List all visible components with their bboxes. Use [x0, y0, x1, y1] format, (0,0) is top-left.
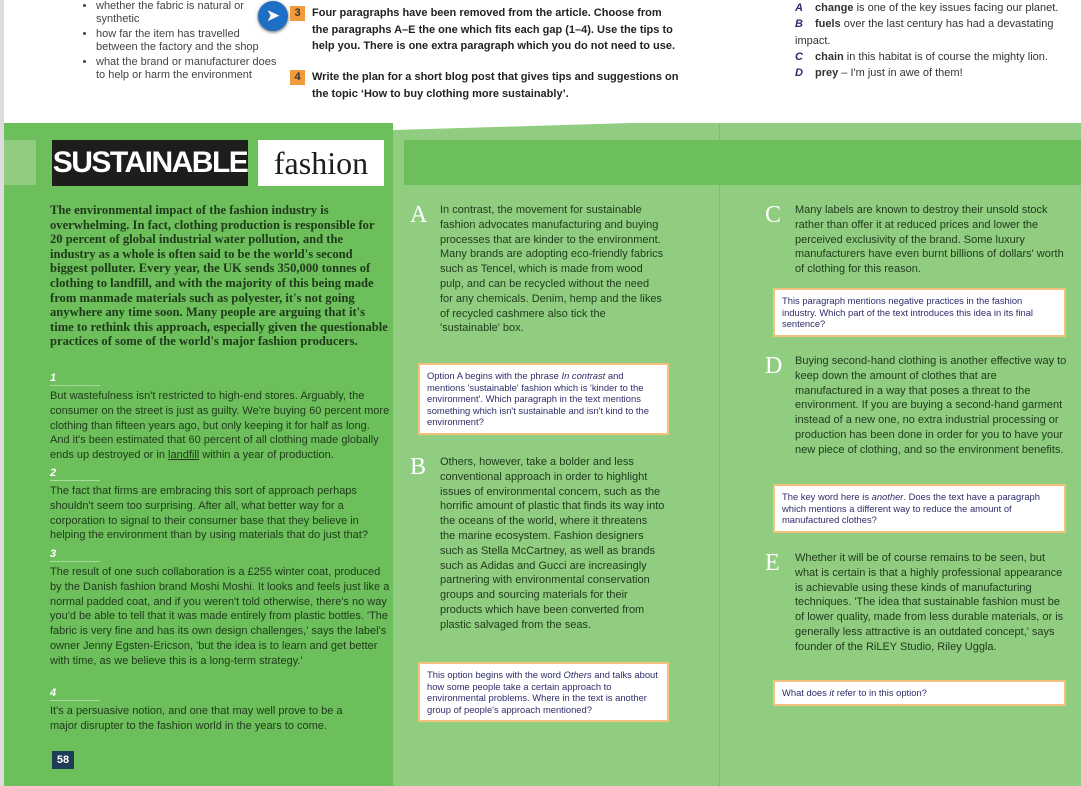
- tip-box-e: What does it refer to in this option?: [773, 680, 1066, 706]
- vocab-item: C chain in this habitat is of course the mighty lion.: [795, 50, 1048, 63]
- gap-2[interactable]: 2: [50, 467, 100, 481]
- article-paragraph: The fact that firms are embracing this sort of approach perhaps shouldn't seem too surprising. After all, what better way for a corporation to signal to their consumer base that they believe in helping the environment than by using materials that do just that?: [50, 485, 368, 542]
- page-fold: [719, 123, 720, 786]
- option-b-text: Others, however, take a bolder and less conventional approach in order to highlight issues of environmental concern, such as the horrific amount of plastic that finds its way into the oceans of the world, where it threatens the marine ecosystem. Fashion designers such as Stella McCartney, as well as brands such as Adidas and Gucci are increasingly partnering with environmental conservation groups and sourcing materials for their products which have been converted from plastic salvaged from the seas.: [440, 456, 665, 631]
- vocab-item: D prey – I'm just in awe of them!: [795, 67, 963, 80]
- landfill-link[interactable]: landfill: [168, 449, 200, 462]
- option-letter-b: B: [410, 454, 427, 480]
- option-letter-a: A: [410, 202, 428, 228]
- option-c-text: Many labels are known to destroy their unsold stock rather than offer it at reduced prices and lower the perceived exclusivity of the brand. Some luxury manufacturers have even burnt billions of dollars' worth of clothing for this reason.: [795, 204, 1064, 276]
- task-text: Write the plan for a short blog post that gives tips and suggestions on the topic ‘How to buy clothing more sustainably’.: [312, 71, 679, 100]
- bullet-list: [70, 0, 280, 84]
- tip-box-b: This option begins with the word Others and talks about how some people take a certain approach to environmental problems. Where in the text is another group of people's approach mentioned?: [418, 662, 669, 722]
- gap-1[interactable]: 1: [50, 372, 100, 386]
- vocab-item: B fuels over the last century has had a devastating impact.: [795, 18, 1054, 47]
- option-a-text: In contrast, the movement for sustainable fashion advocates manufacturing and buying processes that are kinder to the environment. Many brands are adopting eco-friendly fabrics such as Tencel, which is made from wood pulp, and can be recycled without the need for any chemicals. Denim, hemp and the likes of recycled cashmere also tick the 'sustainable' box.: [440, 204, 664, 335]
- option-letter-c: C: [765, 202, 782, 228]
- article-paragraph: But wastefulness isn't restricted to high-end stores. Arguably, the consumer on the street is just as guilty. We're buying 60 percent more clothing than fifteen years ago, but only keeping it for half as long. And it's been estimated that 60 percent of all clothing made globally ends up destroyed or in landfill within a year of production.: [50, 390, 390, 462]
- header-strip: [404, 140, 1081, 185]
- article-paragraph: It's a persuasive notion, and one that may well prove to be a major disrupter to the fashion world in the years to come.: [50, 705, 343, 732]
- task-number: 3: [290, 6, 305, 21]
- tip-box-d: The key word here is another. Does the text have a paragraph which mentions a different way to reduce the amount of manufactured clothes?: [773, 484, 1066, 533]
- gap-4[interactable]: 4: [50, 687, 100, 701]
- bullet-item: • what the brand or manufacturer does to help or harm the environment: [96, 56, 280, 82]
- page-number: 58: [52, 751, 74, 769]
- bullet-item: • whether the fabric is natural or synthetic: [96, 0, 280, 26]
- cursor-icon[interactable]: ➤: [258, 1, 288, 31]
- tip-box-c: This paragraph mentions negative practices in the fashion industry. Which part of the text introduces this idea in its final sentence?: [773, 288, 1066, 337]
- header-strip-left: [4, 140, 36, 185]
- title-fashion: fashion: [258, 140, 384, 186]
- task-text: Four paragraphs have been removed from the article. Choose from the paragraphs A–E the one which fits each gap (1–4). Use the tips to help you. There is one extra paragraph which you do not need to use.: [312, 7, 676, 52]
- vocab-list: [795, 0, 1081, 81]
- title-sustainable: SUSTAINABLE: [52, 140, 248, 186]
- option-letter-e: E: [765, 550, 780, 576]
- bullet-item: • how far the item has travelled between the factory and the shop: [96, 28, 280, 54]
- task-4: [290, 69, 680, 102]
- option-d-text: Buying second-hand clothing is another effective way to keep down the amount of clothes that are manufactured in a way that poses a threat to the environment. If you are buying a second-hand garment instead of a new one, no extra industrial processing or production has been done in order for you to have your new piece of clothing, and so the environment benefits.: [795, 355, 1067, 456]
- task-number: 4: [290, 70, 305, 85]
- article-paragraph: The result of one such collaboration is a £255 winter coat, produced by the Danish fashion brand Moshi Moshi. It looks and feels just like a normal padded coat, and if you weren't told otherwise, there's no way you'd be able to tell that it was made entirely from plastic bottles. 'The fabric is very fine and has its own design challenges,' says the label's owner Jenny Egsten-Ericson, 'but the idea is to learn and get better with time, as we believe this is a long-term strategy.': [50, 566, 390, 667]
- task-3: [290, 5, 680, 55]
- option-e-text: Whether it will be of course remains to be seen, but what is certain is that a highly professional appearance is achievable using these kinds of manufacturing techniques. 'The idea that sustainable fashion must be of lower quality, made from less durable materials, or is generally less attractive is an outdated concept,' says founder of the RiLEY Studio, Riley Uggla.: [795, 552, 1064, 653]
- tip-box-a: Option A begins with the phrase In contrast and mentions 'sustainable' fashion which is 'kinder to the environment'. Which paragraph in the text mentions something which isn't sustainable and isn't kind to the environment?: [418, 363, 669, 435]
- option-letter-d: D: [765, 353, 783, 379]
- vocab-item: A change is one of the key issues facing our planet.: [795, 2, 1059, 14]
- gap-3[interactable]: 3: [50, 548, 100, 562]
- intro-paragraph: The environmental impact of the fashion industry is overwhelming. In fact, clothing production is responsible for 20 percent of global industrial water pollution, and the industry as a whole is often said to be the world's second biggest polluter. Every year, the UK sends 350,000 tonnes of clothing to landfill, and with the majority of this being made from manmade materials such as polyester, it's not going anywhere any time soon. Many people are arguing that it's time to rethink this approach, especially given the questionable practices of some of the world's major fashion producers.: [50, 203, 388, 349]
